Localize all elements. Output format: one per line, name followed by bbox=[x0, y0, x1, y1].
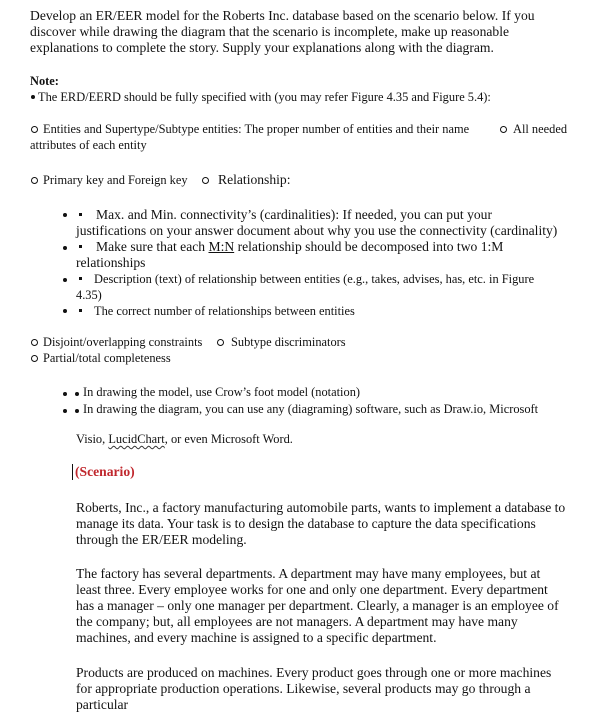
circle-bullet-icon bbox=[31, 177, 38, 184]
intro-line-2: discover while drawing the diagram that the scenario is incomplete, make up reasonable bbox=[30, 24, 510, 39]
circle-bullet-icon bbox=[31, 339, 38, 346]
circle-bullet-icon bbox=[217, 339, 224, 346]
drawing-2: In drawing the diagram, you can use any (diagraming) software, such as Draw.io, Microsoft bbox=[83, 402, 539, 416]
circle-bullet-icon bbox=[500, 126, 507, 133]
scenario-p2-line-5: machines, and every machine is assigned to a specific department. bbox=[76, 630, 437, 645]
text-cursor bbox=[72, 464, 73, 480]
square-bullet-icon bbox=[79, 309, 82, 312]
circle-bullet-icon bbox=[31, 355, 38, 362]
scenario-p3-line-2: for appropriate production operations. Likewise, several products may go through a bbox=[76, 681, 531, 696]
intro-line-1: Develop an ER/EER model for the Roberts Inc. database based on the scenario below. If you bbox=[30, 8, 535, 23]
intro-line-3: explanations to complete the story. Supply your explanations along with the diagram. bbox=[30, 40, 494, 55]
constraints-discriminators: Subtype discriminators bbox=[231, 335, 346, 349]
bullet-icon bbox=[31, 95, 35, 99]
scenario-p1-line-3: through the ER/EER modeling. bbox=[76, 532, 247, 547]
bullet-icon bbox=[75, 392, 79, 396]
drawing-1: In drawing the model, use Crow’s foot model (notation) bbox=[83, 385, 361, 399]
entities-text: Entities and Supertype/Subtype entities: The proper number of entities and their name bbox=[43, 122, 470, 136]
note-bullet-text: The ERD/EERD should be fully specified with (you may refer Figure 4.35 and Figure 5.4): bbox=[38, 90, 491, 104]
scenario-p3-line-3: particular bbox=[76, 697, 129, 712]
rel-3-line-2: 4.35) bbox=[76, 288, 102, 302]
drawing-3-pre: Visio, bbox=[76, 432, 109, 446]
rel-2-line-2: relationships bbox=[76, 255, 146, 270]
scenario-p2-line-3: has a manager – only one manager per department. Clearly, a manager is an employee of bbox=[76, 598, 559, 613]
rel-3-line-1: Description (text) of relationship between entities (e.g., takes, advises, has, etc. in Figure bbox=[94, 272, 535, 286]
square-bullet-icon bbox=[79, 277, 82, 280]
entities-attributes: attributes of each entity bbox=[30, 138, 147, 152]
rel-1-line-1: Max. and Min. connectivity’s (cardinalities): If needed, you can put your bbox=[96, 207, 492, 222]
bullet-icon bbox=[63, 278, 67, 282]
constraints-disjoint: Disjoint/overlapping constraints bbox=[43, 335, 203, 349]
scenario-p3-line-1: Products are produced on machines. Every product goes through one or more machines bbox=[76, 665, 552, 680]
rel-2-mn: M:N bbox=[208, 239, 235, 254]
entities-all-needed: All needed bbox=[513, 122, 568, 136]
bullet-icon bbox=[63, 392, 67, 396]
rel-4-line-1: The correct number of relationships between entities bbox=[94, 304, 355, 318]
bullet-icon bbox=[63, 309, 67, 313]
note-title: Note: bbox=[30, 74, 59, 88]
scenario-p2-line-2: least three. Every employee works for one and only one department. Every department bbox=[76, 582, 548, 597]
rel-1-line-2: justifications on your answer document about why you use the connectivity (cardinality) bbox=[76, 223, 558, 238]
keys-text: Primary key and Foreign key bbox=[43, 173, 188, 187]
bullet-icon bbox=[75, 409, 79, 413]
bullet-icon bbox=[63, 409, 67, 413]
scenario-p2-line-4: the company; but, all employees are not managers. A department may have many bbox=[76, 614, 518, 629]
scenario-p2-line-1: The factory has several departments. A department may have many employees, but at bbox=[76, 566, 541, 581]
constraints-completeness: Partial/total completeness bbox=[43, 351, 171, 365]
bullet-icon bbox=[63, 213, 67, 217]
square-bullet-icon bbox=[79, 213, 82, 216]
relationship-heading: Relationship: bbox=[218, 172, 291, 187]
scenario-heading: (Scenario) bbox=[75, 464, 135, 479]
drawing-3-lucidchart: LucidChart bbox=[108, 432, 165, 446]
drawing-3-post: , or even Microsoft Word. bbox=[164, 432, 293, 446]
rel-2-text-pre: Make sure that each bbox=[96, 239, 209, 254]
square-bullet-icon bbox=[79, 245, 82, 248]
drawing-3 bbox=[76, 433, 293, 445]
rel-2-text-post: relationship should be decomposed into two 1:M bbox=[234, 239, 504, 254]
circle-bullet-icon bbox=[202, 177, 209, 184]
rel-2-line-1 bbox=[96, 240, 503, 254]
scenario-p1-line-2: manage its data. Your task is to design the database to capture the data specifications bbox=[76, 516, 536, 531]
circle-bullet-icon bbox=[31, 126, 38, 133]
bullet-icon bbox=[63, 246, 67, 250]
scenario-p1-line-1: Roberts, Inc., a factory manufacturing automobile parts, wants to implement a database to bbox=[76, 500, 566, 515]
